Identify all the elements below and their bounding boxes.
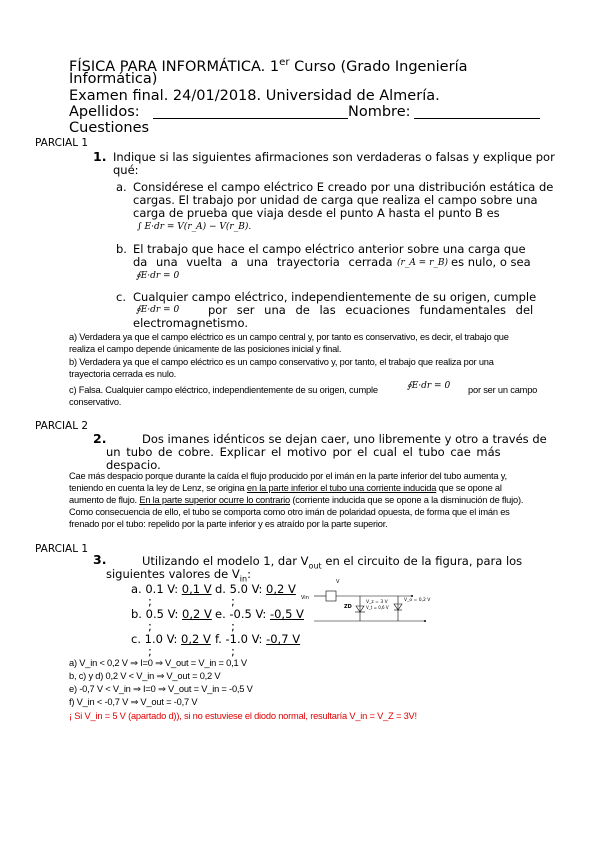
- semicolon: ;: [231, 619, 235, 633]
- answer-text: teniendo en cuenta la ley de Lenz, se origina en la parte inferior el tubo una corriente inducida que se opone al: [69, 483, 502, 493]
- item-text: Considérese el campo eléctrico E creado por una distribución estática de: [133, 180, 554, 194]
- answer-text: conservativo.: [69, 397, 122, 407]
- formula-circulation: ∮E·dr = 0: [136, 305, 180, 315]
- item-text: El trabajo que hace el campo eléctrico anterior sobre una carga que: [133, 242, 526, 256]
- answer-text: b, c) y d) 0,2 V < V_in ⇒ V_out = 0,2 V: [69, 671, 221, 681]
- circuit-diagram: [300, 576, 460, 626]
- answer-text: Como consecuencia de ello, el tubo se comporta como otro imán de polaridad opuesta, de forma que el imán es: [69, 507, 510, 517]
- option-d: d. 5.0 V: 0,2 V: [215, 582, 296, 596]
- question-number: 3.: [93, 552, 107, 567]
- answer-text: c) Falsa. Cualquier campo eléctrico, independientemente de su origen, cumple: [69, 385, 378, 395]
- question-text: siguientes valores de $V_{in}$:: [106, 567, 251, 584]
- semicolon: ;: [148, 644, 152, 658]
- question-text: Utilizando el modelo 1, dar $V_{out}$ en el circuito de la figura, para los: [142, 554, 523, 571]
- semicolon: ;: [148, 594, 152, 608]
- answer-text: por ser un campo: [468, 385, 538, 395]
- exam-title-line2: Informática): [69, 71, 158, 87]
- option-b: b. 0.5 V: 0,2 V: [131, 607, 212, 621]
- formula-circulation: ∮E·dr = 0: [136, 271, 180, 281]
- question-text: Indique si las siguientes afirmaciones son verdaderas o falsas y explique por: [113, 150, 555, 164]
- nombre-field[interactable]: [414, 118, 540, 119]
- formula-circulation: ∮E·dr = 0: [407, 381, 451, 391]
- resistor-icon: [326, 591, 336, 601]
- semicolon: ;: [231, 644, 235, 658]
- section-parcial-1: PARCIAL 1: [35, 137, 89, 149]
- circuit-label-vin: Vin: [301, 595, 309, 601]
- item-label: a.: [116, 180, 127, 194]
- item-text: da una vuelta a una trayectoria cerrada: [133, 255, 393, 269]
- answer-text: f) V_in < -0,7 V ⇒ V_out = -0,7 V: [69, 697, 198, 707]
- circuit-label-vz: V_z = 3 V: [366, 600, 388, 605]
- answer-text: frenado por el tubo: repelido por la parte inferior y es atraído por la parte superior.: [69, 519, 388, 529]
- question-text: Dos imanes idénticos se dejan caer, uno libremente y otro a través de: [142, 432, 547, 446]
- formula-closed-path: (r_A = r_B): [397, 258, 449, 268]
- apellidos-field[interactable]: [153, 118, 348, 119]
- nombre-label: Nombre:: [348, 104, 411, 120]
- item-label: c.: [116, 290, 126, 304]
- item-text: por ser una de las ecuaciones fundamentales del: [208, 303, 534, 317]
- circuit-label-vt: V_t = 0,6 V: [366, 605, 389, 610]
- question-text: un tubo de cobre. Explicar el motivo por el cual el tubo cae más: [106, 445, 501, 459]
- exam-title: FÍSICA PARA INFORMÁTICA. 1er Curso (Grado Ingeniería: [69, 57, 468, 75]
- section-parcial-2: PARCIAL 2: [35, 420, 89, 432]
- item-text: es nulo, o sea: [451, 255, 531, 269]
- option-a: a. 0.1 V: 0,1 V: [131, 582, 212, 596]
- cuestiones-heading: Cuestiones: [69, 120, 150, 136]
- answer-text: b) Verdadera ya que el campo eléctrico es un campo conservativo y, por tanto, el trabajo que realiza por una: [69, 357, 494, 367]
- question-number: 1.: [93, 149, 107, 164]
- circuit-label-vout: V_o = 0,2 V: [404, 598, 431, 603]
- item-label: b.: [116, 242, 127, 256]
- semicolon: ;: [231, 594, 235, 608]
- item-text: cargas. El trabajo por unidad de carga que realiza el campo sobre una: [133, 193, 538, 207]
- circuit-label-v: V: [336, 579, 340, 585]
- answer-text: realiza el campo depende únicamente de las posiciones inicial y final.: [69, 344, 342, 354]
- question-text: qué:: [113, 163, 139, 177]
- apellidos-label: Apellidos:: [69, 104, 140, 120]
- section-parcial-1: PARCIAL 1: [35, 543, 89, 555]
- option-f: f. -1.0 V: -0,7 V: [215, 632, 301, 646]
- answer-note-red: ¡ Si V_in = 5 V (apartado d)), si no estuviese el diodo normal, resultaría V_in = V_Z = 3V!: [69, 711, 417, 721]
- answer-text: a) V_in < 0,2 V ⇒ I=0 ⇒ V_out = V_in = 0,1 V: [69, 658, 247, 668]
- circuit-label-zd: ZD: [344, 604, 352, 610]
- semicolon: ;: [148, 619, 152, 633]
- question-number: 2.: [93, 431, 107, 446]
- answer-text: a) Verdadera ya que el campo eléctrico es un campo central y, por tanto es conservativo, es decir, el trabajo que: [69, 332, 509, 342]
- answer-text: aumento de flujo. En la parte superior ocurre lo contrario (corriente inducida que se opone a la disminución de flujo).: [69, 495, 524, 505]
- formula-work: ∫ E·dr = V(r_A) − V(r_B).: [137, 222, 252, 232]
- option-c: c. 1.0 V: 0,2 V: [131, 632, 211, 646]
- option-e: e. -0.5 V: -0,5 V: [215, 607, 304, 621]
- answer-text: Cae más despacio porque durante la caída el flujo producido por el imán en la parte inferior del tubo aumenta y,: [69, 471, 507, 481]
- answer-text: trayectoria cerrada es nulo.: [69, 369, 177, 379]
- item-text: carga de prueba que viaja desde el punto A hasta el punto B es: [133, 206, 500, 220]
- answer-text: e) -0,7 V < V_in ⇒ I=0 ⇒ V_out = V_in = -0,5 V: [69, 684, 253, 694]
- question-text: despacio.: [106, 458, 161, 472]
- item-text: electromagnetismo.: [133, 316, 248, 330]
- item-text: Cualquier campo eléctrico, independientemente de su origen, cumple: [133, 290, 537, 304]
- exam-subtitle: Examen final. 24/01/2018. Universidad de Almería.: [69, 88, 440, 104]
